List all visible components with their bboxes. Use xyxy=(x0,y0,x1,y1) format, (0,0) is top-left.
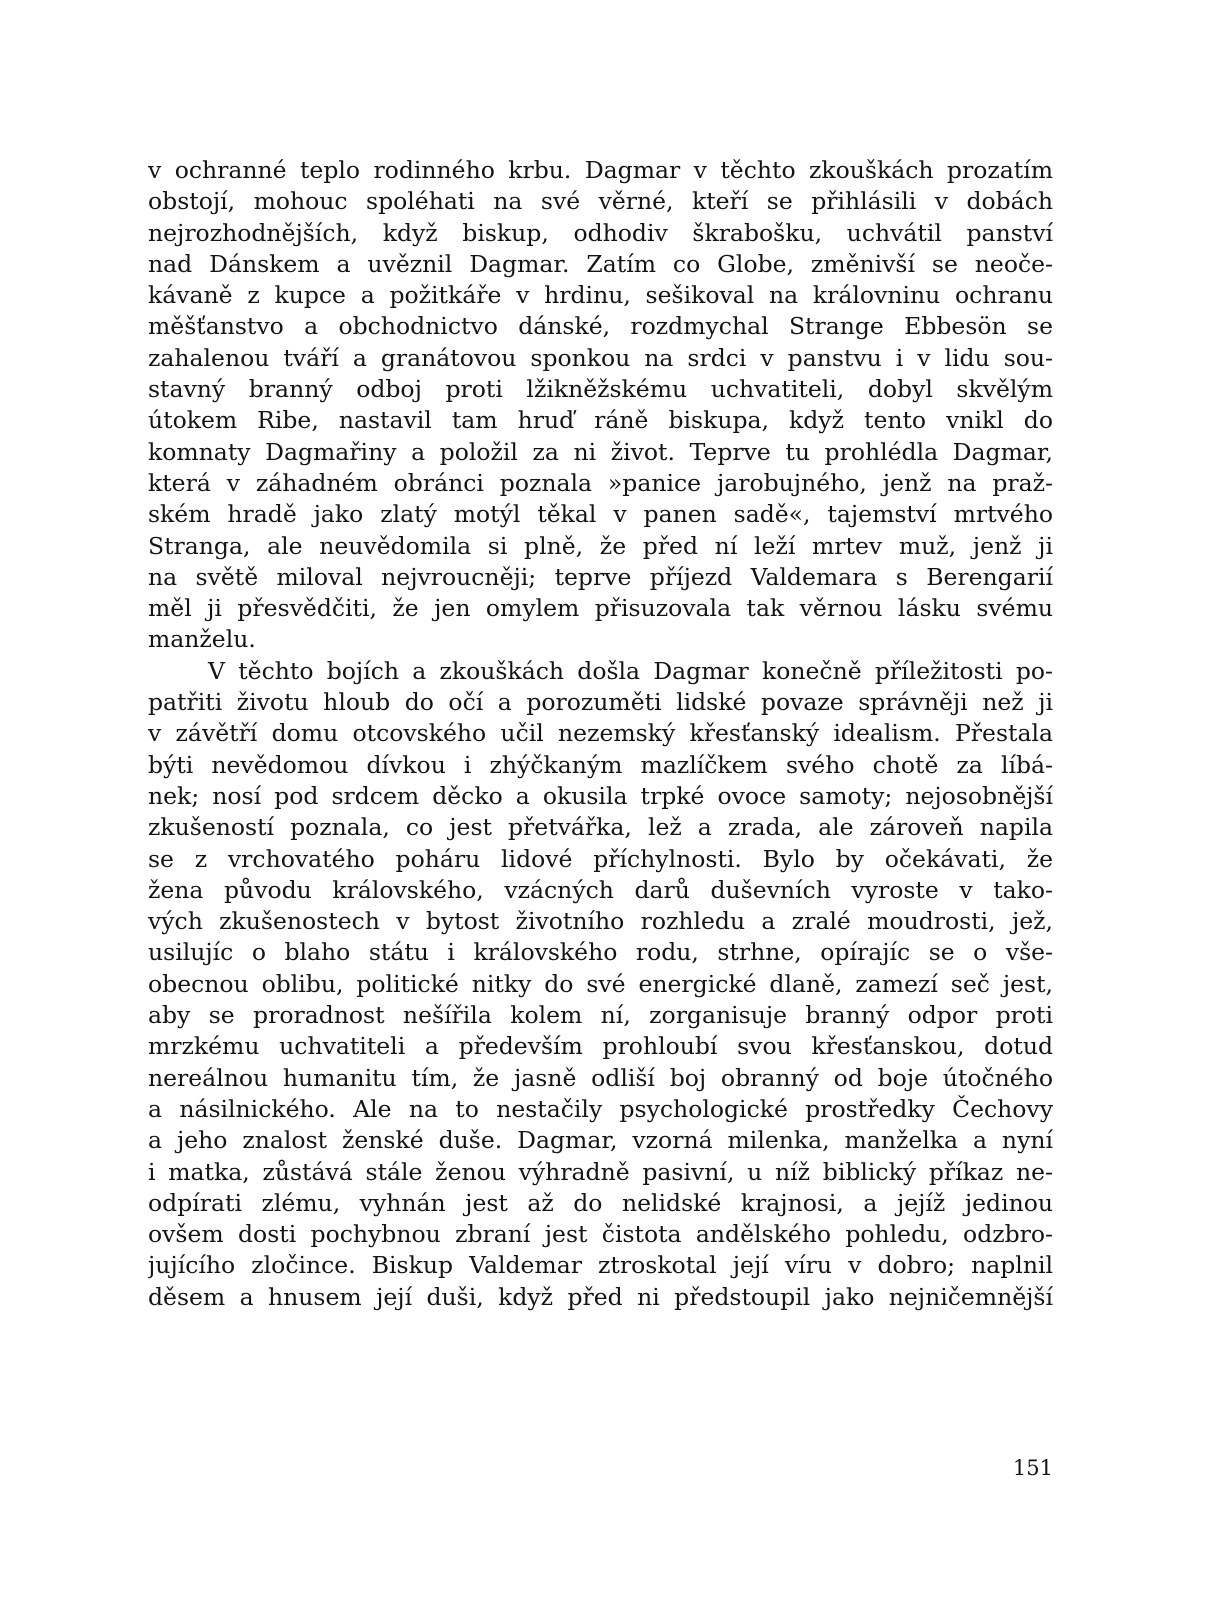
text-line: býti nevědomou dívkou i zhýčkaným mazlíčkem svého chotě za líbá- xyxy=(148,750,1053,779)
text-line: děsem a hnusem její duši, když před ni předstoupil jako nejničemnější xyxy=(148,1282,1053,1311)
text-line: zkušeností poznala, co jest přetvářka, lež a zrada, ale zároveň napila xyxy=(148,813,1053,842)
text-line: útokem Ribe, nastavil tam hruď ráně biskupa, když tento vnikl do xyxy=(148,406,1053,435)
text-line: měšťanstvo a obchodnictvo dánské, rozdmychal Strange Ebbesön se xyxy=(148,312,1053,341)
paragraph xyxy=(148,155,1053,656)
text-line: odpírati zlému, vyhnán jest až do nelidské krajnosi, a jejíž jedinou xyxy=(148,1188,1053,1217)
text-line: aby se proradnost nešířila kolem ní, zorganisuje branný odpor proti xyxy=(148,1001,1053,1030)
paragraph xyxy=(148,656,1053,1313)
text-line: zahalenou tváří a granátovou sponkou na srdci v panstvu i v lidu sou- xyxy=(148,343,1053,372)
text-line: komnaty Dagmařiny a položil za ni život. Teprve tu prohlédla Dagmar, xyxy=(148,437,1053,466)
text-line: manželu. xyxy=(148,625,256,654)
text-line: a násilnického. Ale na to nestačily psychologické prostředky Čechovy xyxy=(148,1094,1053,1123)
text-line: v závětří domu otcovského učil nezemský křesťanský idealism. Přestala xyxy=(148,719,1053,748)
text-line: usilujíc o blaho státu i královského rodu, strhne, opírajíc se o vše- xyxy=(148,938,1053,967)
text-line: ském hradě jako zlatý motýl těkal v panen sadě«, tajemství mrtvého xyxy=(148,500,1053,529)
text-line: mrzkému uchvatiteli a především prohloubí svou křesťanskou, dotud xyxy=(148,1032,1053,1061)
text-line: nad Dánskem a uvěznil Dagmar. Zatím co Globe, změnivší se neoče- xyxy=(148,249,1053,278)
text-line: obecnou oblibu, politické nitky do své energické dlaně, zamezí seč jest, xyxy=(148,969,1053,998)
text-line: v ochranné teplo rodinného krbu. Dagmar v těchto zkouškách prozatím xyxy=(148,156,1053,184)
text-line: se z vrchovatého poháru lidové příchylnosti. Bylo by očekávati, že xyxy=(148,844,1053,873)
text-line: nek; nosí pod srdcem děcko a okusila trpké ovoce samoty; nejosobnější xyxy=(148,781,1053,810)
body-text xyxy=(148,155,1053,1313)
text-line: která v záhadném obránci poznala »panice jarobujného, jenž na praž- xyxy=(148,468,1053,497)
text-line: nereálnou humanitu tím, že jasně odliší boj obranný od boje útočného xyxy=(148,1063,1053,1092)
text-line: vých zkušenostech v bytost životního rozhledu a zralé moudrosti, jež, xyxy=(148,907,1053,936)
text-line: žena původu královského, vzácných darů duševních vyroste v tako- xyxy=(148,875,1053,904)
text-line: Stranga, ale neuvědomila si plně, že před ní leží mrtev muž, jenž ji xyxy=(148,531,1053,560)
text-line: V těchto bojích a zkouškách došla Dagmar konečně příležitosti po- xyxy=(208,656,1053,685)
text-line: kávaně z kupce a požitkáře v hrdinu, sešikoval na královninu ochranu xyxy=(148,281,1053,310)
text-line: ovšem dosti pochybnou zbraní jest čistota andělského pohledu, odzbro- xyxy=(148,1220,1053,1249)
text-line: obstojí, mohouc spoléhati na své věrné, kteří se přihlásili v dobách xyxy=(148,187,1053,216)
text-line: nejrozhodnějších, když biskup, odhodiv škrabošku, uchvátil panství xyxy=(148,218,1053,247)
text-line: i matka, zůstává stále ženou výhradně pasivní, u níž biblický příkaz ne- xyxy=(148,1157,1053,1186)
text-line: na světě miloval nejvroucněji; teprve příjezd Valdemara s Berengarií xyxy=(148,562,1053,591)
text-line: stavný branný odboj proti lžikněžskému uchvatiteli, dobyl skvělým xyxy=(148,375,1053,404)
text-line: měl ji přesvědčiti, že jen omylem přisuzovala tak věrnou lásku svému xyxy=(148,594,1053,623)
page-number: 151 xyxy=(1012,1456,1053,1480)
text-line: a jeho znalost ženské duše. Dagmar, vzorná milenka, manželka a nyní xyxy=(148,1126,1053,1155)
text-line: patřiti životu hloub do očí a porozuměti lidské povaze správněji než ji xyxy=(148,688,1053,717)
text-line: jujícího zločince. Biskup Valdemar ztroskotal její víru v dobro; naplnil xyxy=(148,1251,1053,1280)
